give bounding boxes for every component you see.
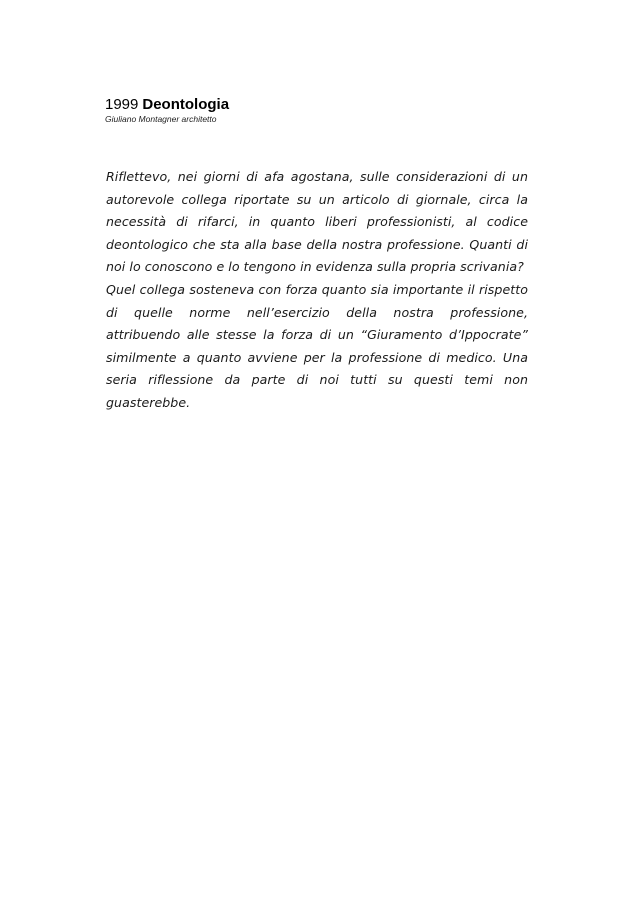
document-body [106,166,528,415]
document-header [105,96,525,124]
document-year: 1999 [105,96,139,113]
paragraph-2: Quel collega sosteneva con forza quanto sia importante il rispetto di quelle norme nell’esercizio della nostra professione, attribuendo alle stesse la forza di un “Giuramento d’Ippocrate” similmente a quanto avviene per la professione di medico. Una seria riflessione da parte di noi tutti su questi temi non guasterebbe. [106,281,528,410]
title-line [105,96,525,114]
document-author: Giuliano Montagner architetto [105,114,217,124]
paragraph-1: Riflettevo, nei giorni di afa agostana, sulle considerazioni di un autorevole collega riportate su un articolo di giornale, circa la necessità di rifarci, in quanto liberi professionisti, al codice deontologico che sta alla base della nostra professione. Quanti di noi lo conoscono e lo tengono in evidenza sulla propria scrivania? [106,169,528,275]
document-title: Deontologia [142,96,230,113]
